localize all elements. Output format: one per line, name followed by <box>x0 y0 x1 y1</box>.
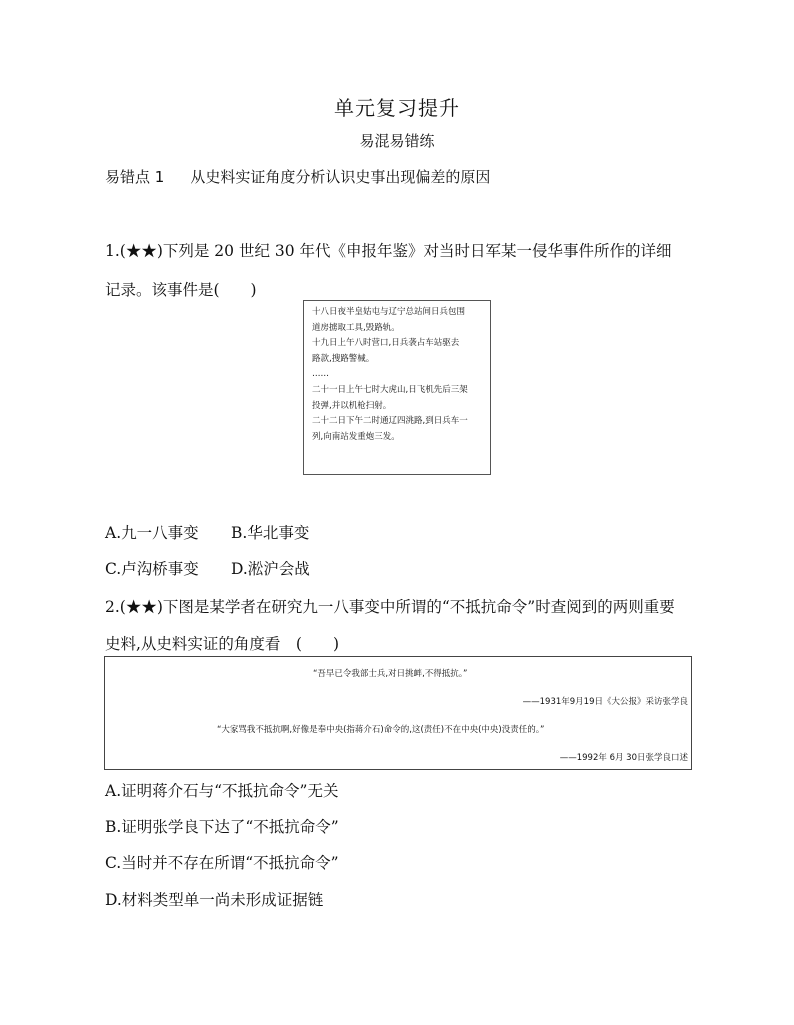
question-1-line-2: 记录。该事件是( ) <box>105 281 257 299</box>
question-2-line-2: 史料,从史料实证的角度看 ( ) <box>105 635 340 653</box>
source-1-quote: “吾早已令我部士兵,对日挑衅,不得抵抗。” <box>313 669 468 679</box>
source-box <box>104 656 692 770</box>
source-2-quote: “大家骂我不抵抗啊,好像是奉中央(指蒋介石)命令的,这(责任)不在中央(中央)没责任的。” <box>217 725 545 735</box>
section-text: 从史料实证角度分析认识史事出现偏差的原因 <box>190 168 491 186</box>
record-line: 二十二日下午二时通辽四洮路,到日兵车一 <box>312 416 468 427</box>
q2-option-a: A.证明蒋介石与“不抵抗命令”无关 <box>105 782 339 800</box>
q2-option-b: B.证明张学良下达了“不抵抗命令” <box>105 818 339 836</box>
record-line: 投弹,并以机枪扫射。 <box>312 400 392 411</box>
record-box <box>303 300 491 475</box>
record-line: 道房掳取工具,毁路轨。 <box>312 322 400 333</box>
record-line: 十九日上午八时营口,日兵袭占车站驱去 <box>312 338 460 349</box>
record-line: 十八日夜半皇姑屯与辽宁总站间日兵包围 <box>312 307 466 317</box>
q2-option-d: D.材料类型单一尚未形成证据链 <box>105 891 324 909</box>
source-2-citation: ——1992年 6月 30日张学良口述 <box>559 753 688 763</box>
section-heading <box>105 166 490 187</box>
question-2-line-1: 2.(★★)下图是某学者在研究九一八事变中所谓的“不抵抗命令”时查阅到的两则重要 <box>105 598 675 616</box>
record-line: 列,向南站发重炮三发。 <box>312 431 400 442</box>
record-line: 路款,搜路警械。 <box>312 353 375 364</box>
source-1-citation: ——1931年9月19日《大公报》采访张学良 <box>522 697 688 707</box>
page-subtitle: 易混易错练 <box>359 132 435 150</box>
q1-option-b: B.华北事变 <box>231 524 310 542</box>
q2-option-c: C.当时并不存在所谓“不抵抗命令” <box>105 854 339 872</box>
q1-option-a: A.九一八事变 <box>105 524 199 542</box>
q1-option-c: C.卢沟桥事变 <box>105 560 199 578</box>
q1-option-d: D.淞沪会战 <box>231 560 310 578</box>
question-1-line-1: 1.(★★)下列是 20 世纪 30 年代《申报年鉴》对当时日军某一侵华事件所作的详细 <box>105 242 672 260</box>
record-line: 二十一日上午七时大虎山,日飞机先后三架 <box>312 384 468 395</box>
section-label: 易错点 1 <box>105 168 165 186</box>
record-line: …… <box>312 369 329 380</box>
page-title: 单元复习提升 <box>334 96 460 120</box>
